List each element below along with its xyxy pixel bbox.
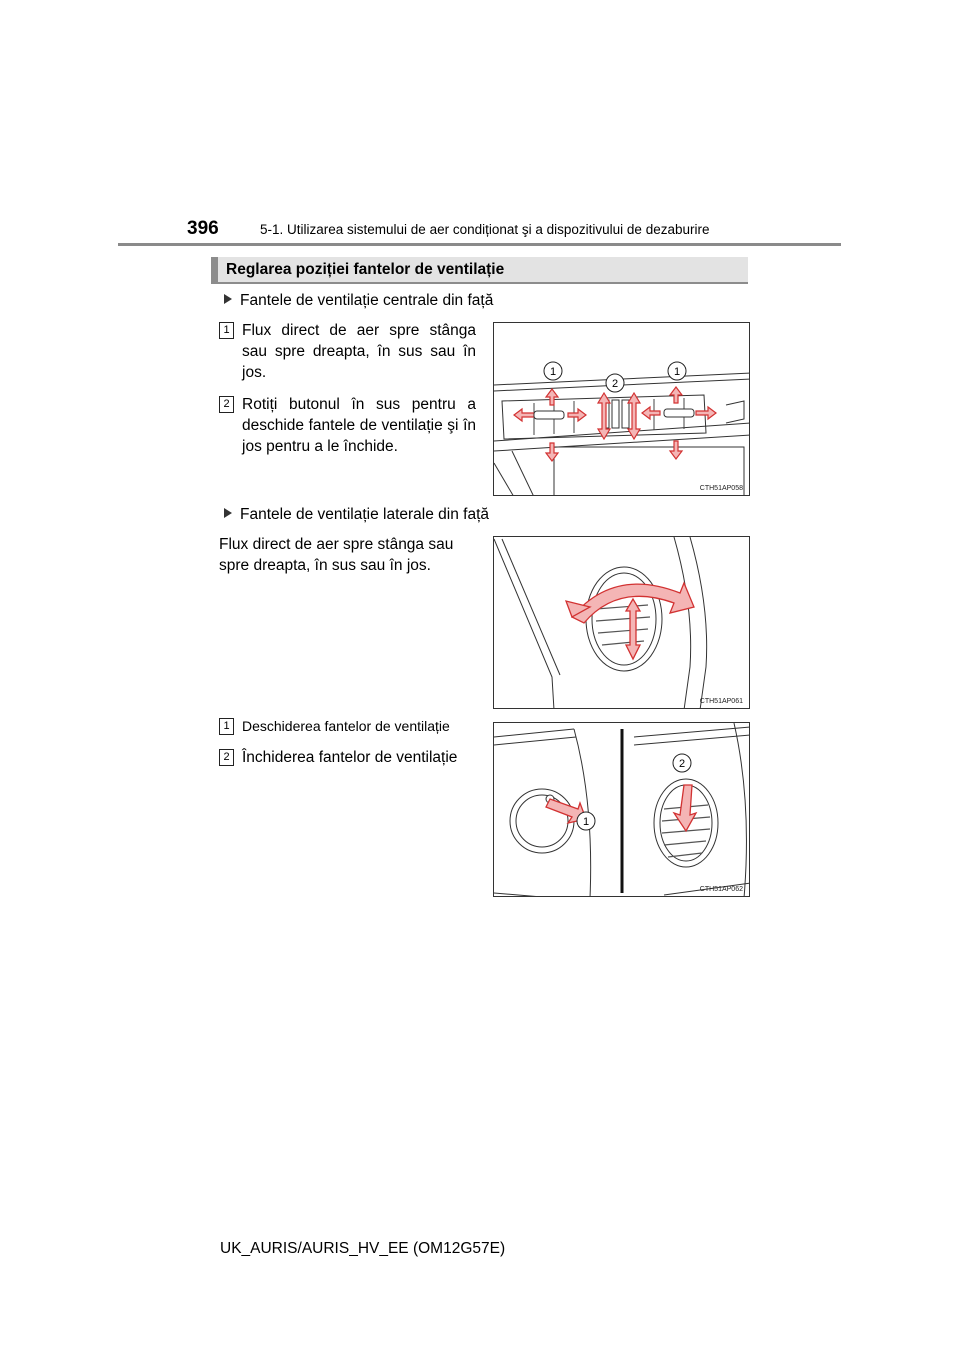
figure-code: CTH51AP061	[699, 698, 743, 705]
callout-label: 2	[678, 758, 686, 770]
side-vents-figure	[493, 536, 750, 709]
center-vents-item-1-text: Flux direct de aer spre stânga sau spre dreapta, în sus sau în jos.	[242, 322, 476, 381]
center-vents-heading	[224, 292, 493, 310]
open-close-figure	[493, 722, 750, 897]
item-number-badge: 1	[219, 322, 234, 339]
side-vent-illustration	[494, 537, 750, 709]
triangle-bullet-icon	[224, 294, 232, 304]
callout-label: 1	[582, 816, 590, 828]
callout-label: 2	[611, 378, 619, 390]
triangle-bullet-icon	[224, 508, 232, 518]
open-close-illustration	[494, 723, 750, 897]
side-vents-text: Flux direct de aer spre stânga sau spre dreapta, în sus sau în jos.	[219, 536, 454, 574]
item-number-badge: 2	[219, 749, 234, 766]
callout-label: 1	[549, 366, 557, 378]
section-title: Reglarea poziției fantelor de ventilație	[226, 261, 505, 278]
figure-code: CTH51AP062	[699, 886, 743, 893]
open-vents-text: Deschiderea fantelor de ventilație	[242, 718, 450, 734]
page-number: 396	[187, 218, 219, 239]
center-vents-item-2-text: Rotiți butonul în sus pentru a deschide fantele de ventilație şi în jos pentru a le închide.	[242, 396, 476, 455]
chapter-title: 5-1. Utilizarea sistemului de aer condiționat şi a dispozitivului de dezaburire	[260, 222, 710, 237]
callout-label: 1	[673, 366, 681, 378]
item-number-badge: 2	[219, 396, 234, 413]
header-divider	[118, 243, 841, 246]
side-vents-heading-text: Fantele de ventilație laterale din față	[240, 506, 490, 523]
center-vents-figure	[493, 322, 750, 496]
figure-code: CTH51AP058	[699, 485, 743, 492]
footer-model-code: UK_AURIS/AURIS_HV_EE (OM12G57E)	[220, 1240, 506, 1257]
close-vents-text: Închiderea fantelor de ventilație	[242, 749, 458, 766]
item-number-badge: 1	[219, 718, 234, 735]
side-vents-heading	[224, 506, 489, 524]
center-vents-heading-text: Fantele de ventilație centrale din față	[240, 292, 494, 309]
center-vents-illustration	[494, 323, 750, 496]
